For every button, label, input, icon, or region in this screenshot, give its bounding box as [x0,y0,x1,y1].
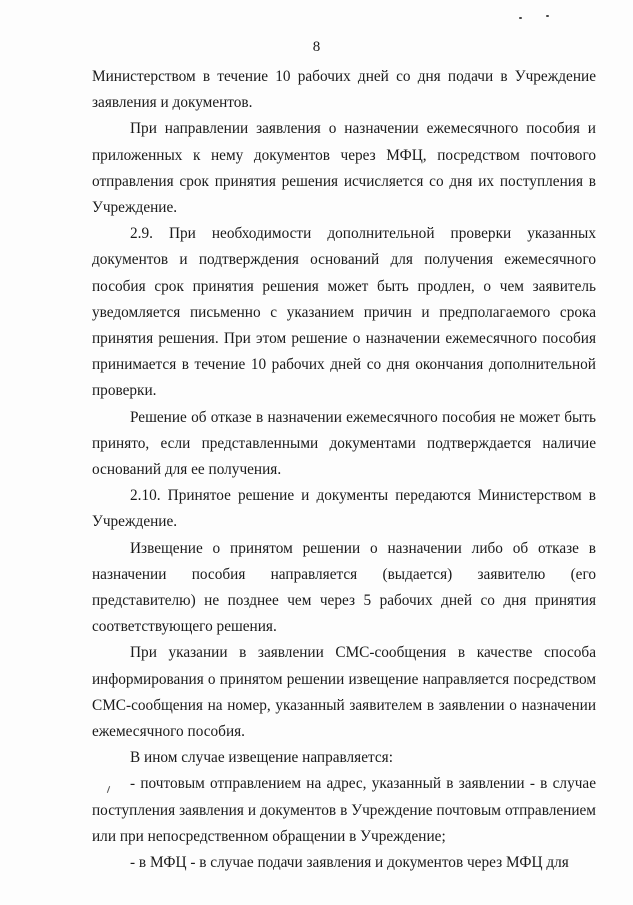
paragraph: Извещение о принятом решении о назначении либо об отказе в назначении пособия направляется (выдается) заявителю (его представителю) не позднее чем через 5 рабочих дней со дня принятия соответствующего решения. [92,539,596,636]
list-item: - в МФЦ - в случае подачи заявления и документов через МФЦ для [130,854,569,872]
paragraph: В ином случае извещение направляется: [130,749,393,767]
paragraph: При указании в заявлении СМС-сообщения в качестве способа информирования о принятом решении извещение направляется посредством СМС-сообщения на номер, указанный заявителем в заявлении о назначении ежемесячного пособия. [92,644,596,741]
page-number: 8 [312,39,321,55]
paragraph: При направлении заявления о назначении ежемесячного пособия и приложенных к нему документов через МФЦ, посредством почтового отправления срок принятия решения исчисляется со дня их поступления в Учреждение. [92,120,596,217]
paragraph: Министерством в течение 10 рабочих дней со дня подачи в Учреждение заявления и документов. [92,68,596,112]
scan-artifact [546,15,549,17]
paragraph: 2.9. При необходимости дополнительной проверки указанных документов и подтверждения оснований для получения ежемесячного пособия срок принятия решения может быть продлен, о чем заявитель уведомляется письменно с указанием причин и предполагаемого срока принятия решения. При этом решение о назначении ежемесячного пособия принимается в течение 10 рабочих дней со дня окончания дополнительной проверки. [92,225,596,400]
scan-artifact [519,17,522,19]
paragraph: Решение об отказе в назначении ежемесячного пособия не может быть принято, если представленными документами подтверждается наличие оснований для ее получения. [92,408,596,479]
paragraph: 2.10. Принятое решение и документы передаются Министерством в Учреждение. [92,487,596,531]
document-body [92,64,596,876]
list-item: - почтовым отправлением на адрес, указанный в заявлении - в случае поступления заявления и документов в Учреждение почтовым отправлением или при непосредственном обращении в Учреждение; [92,775,596,845]
